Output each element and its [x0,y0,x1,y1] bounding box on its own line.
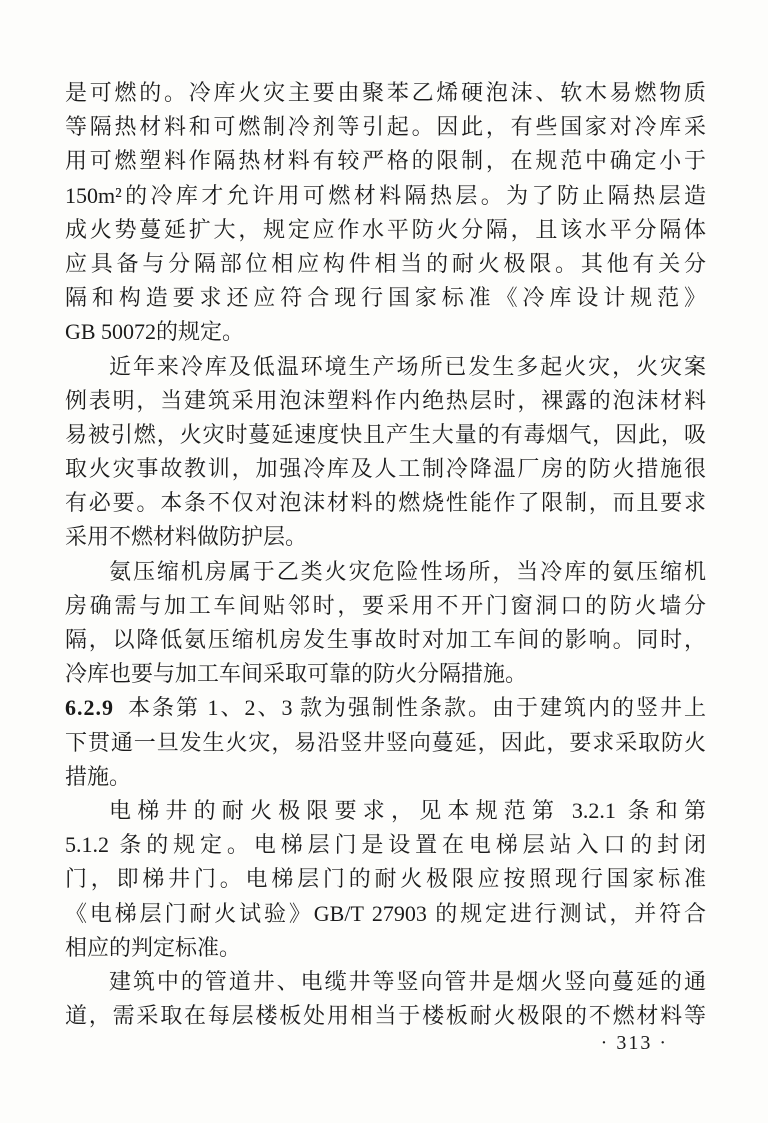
line-text: 相应的判定标准。 [65,934,242,960]
text-line [65,828,706,862]
text-line [65,726,706,760]
text-line [65,281,706,315]
line-text: 门，即梯井门。电梯层门的耐火极限应按照现行国家标准 [65,866,706,892]
text-line [65,794,706,828]
text-line [65,965,706,999]
text-line [65,657,706,691]
line-text: 冷库也要与加工车间采取可靠的防火分隔措施。 [65,661,528,687]
text-line [65,179,706,213]
line-text: 道，需采取在每层楼板处用相当于楼板耐火极限的不燃材料等 [65,1003,706,1029]
text-line [65,76,706,110]
text-line [65,999,706,1033]
line-text: 房确需与加工车间贴邻时，要采用不开门窗洞口的防火墙分 [65,592,706,618]
text-line [65,350,706,384]
text-line [65,589,706,623]
line-text: 是可燃的。冷库火灾主要由聚苯乙烯硬泡沫、软木易燃物质 [65,80,706,105]
line-text: 应具备与分隔部位相应构件相当的耐火极限。其他有关分 [65,250,706,276]
line-text: 150m²的冷库才允许用可燃材料隔热层。为了防止隔热层造 [65,182,706,208]
text-line [65,384,706,418]
text-line [65,862,706,896]
page-number-footer: · 313 · [600,1032,668,1054]
text-line [65,520,706,554]
text-line [65,897,706,931]
text-line [65,110,706,144]
line-text: 隔和构造要求还应符合现行国家标准《冷库设计规范》 [65,285,706,311]
text-line [65,691,706,725]
text-line [65,931,706,965]
line-text: 采用不燃材料做防护层。 [65,524,308,550]
text-line [65,418,706,452]
line-text: 隔，以降低氨压缩机房发生事故时对加工车间的影响。同时， [65,627,706,652]
line-text: 电梯井的耐火极限要求，见本规范第 3.2.1 条和第 [109,797,706,823]
text-line [65,486,706,520]
line-text: 用可燃塑料作隔热材料有较严格的限制，在规范中确定小于 [65,148,706,174]
line-text: 《电梯层门耐火试验》GB/T 27903 的规定进行测试，并符合 [65,900,706,926]
line-text: 等隔热材料和可燃制冷剂等引起。因此，有些国家对冷库采 [65,114,706,140]
line-text: 有必要。本条不仅对泡沫材料的燃烧性能作了限制，而且要求 [65,490,706,516]
line-text: 氨压缩机房属于乙类火灾危险性场所，当冷库的氨压缩机 [109,558,706,584]
text-line [65,555,706,589]
text-line [65,315,706,349]
text-line [65,144,706,178]
line-text: 本条第 1、2、3 款为强制性条款。由于建筑内的竖井上 [126,695,706,721]
line-text: 例表明，当建筑采用泡沫塑料作内绝热层时，裸露的泡沫材料 [65,387,706,413]
line-text: 易被引燃，火灾时蔓延速度快且产生大量的有毒烟气，因此，吸 [65,421,706,447]
text-line [65,247,706,281]
section-number: 6.2.9 [65,695,114,721]
line-text: 下贯通一旦发生火灾，易沿竖井竖向蔓延，因此，要求采取防火 [65,729,706,755]
text-line [65,623,706,657]
text-line [65,213,706,247]
line-text: 成火势蔓延扩大，规定应作水平防火分隔，且该水平分隔体 [65,216,706,242]
line-text: 建筑中的管道井、电缆井等竖向管井是烟火竖向蔓延的通 [109,968,706,994]
line-text: 5.1.2 条的规定。电梯层门是设置在电梯层站入口的封闭 [65,832,706,858]
line-text: 近年来冷库及低温环境生产场所已发生多起火灾，火灾案 [109,353,706,379]
body-text [65,76,706,1033]
text-line [65,452,706,486]
text-line [65,760,706,794]
line-text: 取火灾事故教训，加强冷库及人工制冷降温厂房的防火措施很 [65,456,706,482]
line-text: 措施。 [65,763,132,789]
line-text: GB 50072的规定。 [65,319,245,345]
